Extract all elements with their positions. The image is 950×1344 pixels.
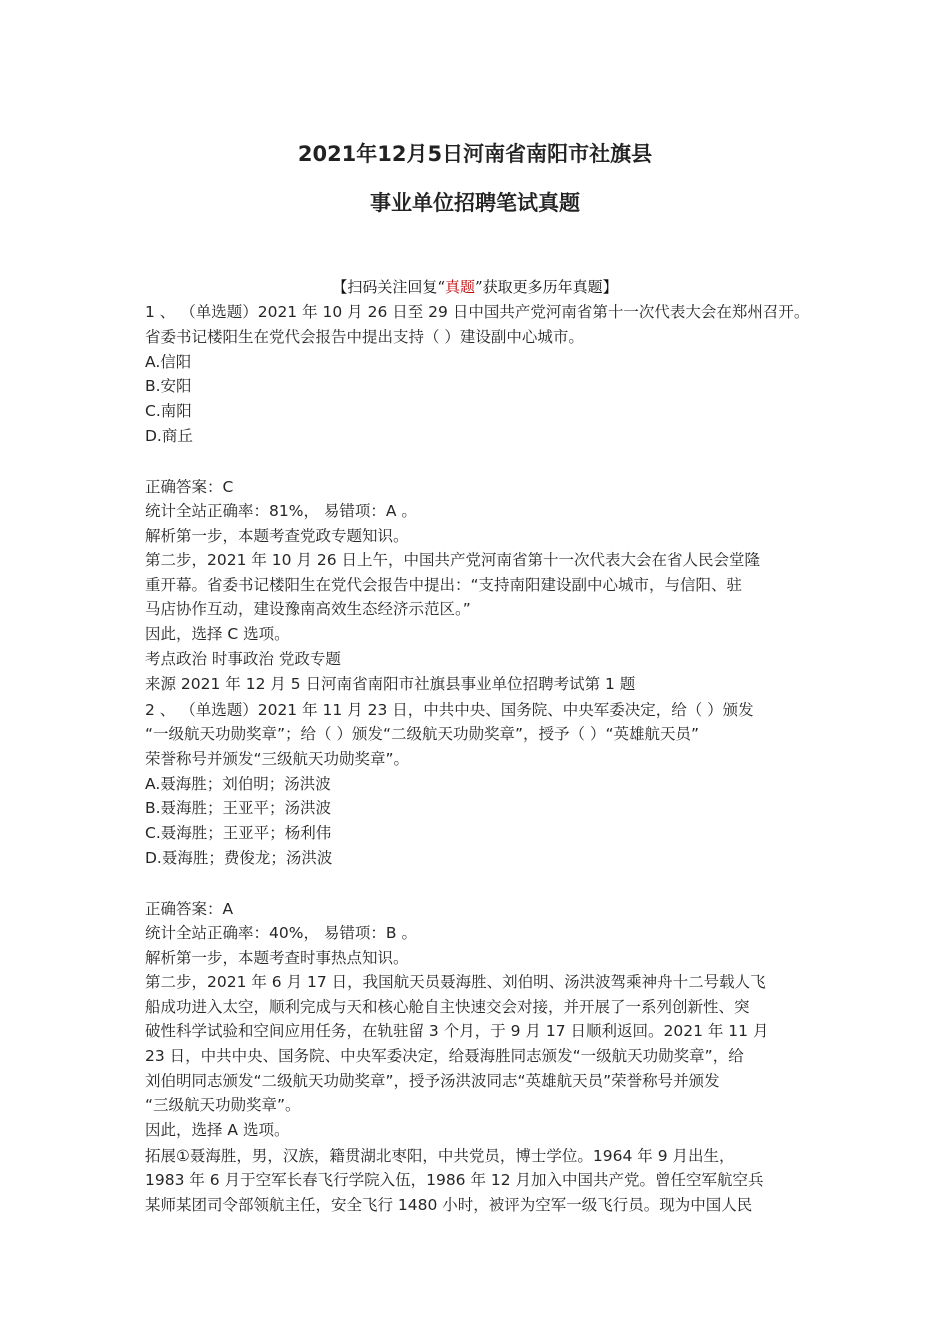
- q2-analysis: 解析第一步，本题考查时事热点知识。: [145, 949, 409, 967]
- q2-analysis: 23 日，中共中央、国务院、中央军委决定，给聂海胜同志颁发“一级航天功勋奖章”，给: [145, 1047, 744, 1065]
- q1-source: 来源 2021 年 12 月 5 日河南省南阳市社旗县事业单位招聘考试第 1 题: [145, 675, 636, 693]
- q1-option-a: A.信阳: [145, 353, 192, 371]
- q1-stem-line: 省委书记楼阳生在党代会报告中提出支持（ ）建设副中心城市。: [145, 328, 584, 346]
- q2-analysis: “三级航天功勋奖章”。: [145, 1096, 301, 1114]
- q2-answer: 正确答案：A: [145, 900, 234, 918]
- q1-analysis: 重开幕。省委书记楼阳生在党代会报告中提出：“支持南阳建设副中心城市，与信阳、驻: [145, 576, 743, 594]
- q2-analysis: 刘伯明同志颁发“二级航天功勋奖章”，授予汤洪波同志“英雄航天员”荣誉称号并颁发: [145, 1072, 720, 1090]
- q2-stem-line: 2 、 （单选题）2021 年 11 月 23 日，中共中央、国务院、中央军委决定，给（ ）颁发: [145, 701, 754, 719]
- promo-keyword: 真题: [444, 278, 475, 296]
- q1-stem-line: 1 、 （单选题）2021 年 10 月 26 日至 29 日中国共产党河南省第十一次代表大会在郑州召开。: [145, 303, 810, 321]
- q2-stem-line: 荣誉称号并颁发“三级航天功勋奖章”。: [145, 750, 410, 768]
- promo-prefix: 【扫码关注回复“: [332, 278, 445, 296]
- q2-option-a: A.聂海胜；刘伯明；汤洪波: [145, 775, 331, 793]
- q1-conclusion: 因此，选择 C 选项。: [145, 625, 290, 643]
- q2-analysis: 船成功进入太空，顺利完成与天和核心舱自主快速交会对接，并开展了一系列创新性、突: [145, 998, 750, 1016]
- page-title-line2: 事业单位招聘笔试真题: [370, 191, 580, 215]
- q1-stats: 统计全站正确率：81%， 易错项：A 。: [145, 502, 417, 520]
- q2-conclusion: 因此，选择 A 选项。: [145, 1121, 290, 1139]
- q2-option-c: C.聂海胜；王亚平；杨利伟: [145, 824, 332, 842]
- page-title-line1: 2021年12月5日河南省南阳市社旗县: [297, 142, 653, 166]
- q2-analysis: 破性科学试验和空间应用任务，在轨驻留 3 个月，于 9 月 17 日顺利返回。2021 年 11 月: [145, 1022, 769, 1040]
- q1-option-b: B.安阳: [145, 377, 192, 395]
- q1-option-d: D.商丘: [145, 427, 193, 445]
- q2-option-d: D.聂海胜；费俊龙；汤洪波: [145, 849, 333, 867]
- promo-suffix: ”获取更多历年真题】: [475, 278, 618, 296]
- promo-banner: [0, 276, 950, 297]
- q2-extension: 1983 年 6 月于空军长春飞行学院入伍，1986 年 12 月加入中国共产党。曾任空军航空兵: [145, 1171, 764, 1189]
- q2-analysis: 第二步，2021 年 6 月 17 日，我国航天员聂海胜、刘伯明、汤洪波驾乘神舟十二号载人飞: [145, 973, 766, 991]
- q1-analysis: 第二步，2021 年 10 月 26 日上午，中国共产党河南省第十一次代表大会在省人民会堂隆: [145, 551, 761, 569]
- q2-option-b: B.聂海胜；王亚平；汤洪波: [145, 799, 332, 817]
- q2-extension: 某师某团司令部领航主任，安全飞行 1480 小时，被评为空军一级飞行员。现为中国人民: [145, 1196, 753, 1214]
- q1-topics: 考点政治 时事政治 党政专题: [145, 650, 341, 668]
- q1-analysis: 马店协作互动，建设豫南高效生态经济示范区。”: [145, 600, 471, 618]
- q1-answer: 正确答案：C: [145, 478, 234, 496]
- q2-stats: 统计全站正确率：40%， 易错项：B 。: [145, 924, 417, 942]
- q2-extension: 拓展①聂海胜，男，汉族，籍贯湖北枣阳，中共党员，博士学位。1964 年 9 月出生，: [145, 1147, 735, 1165]
- q1-option-c: C.南阳: [145, 402, 192, 420]
- q1-analysis: 解析第一步，本题考查党政专题知识。: [145, 527, 409, 545]
- q2-stem-line: “一级航天功勋奖章”；给（ ）颁发“二级航天功勋奖章”，授予（ ）“英雄航天员”: [145, 725, 700, 743]
